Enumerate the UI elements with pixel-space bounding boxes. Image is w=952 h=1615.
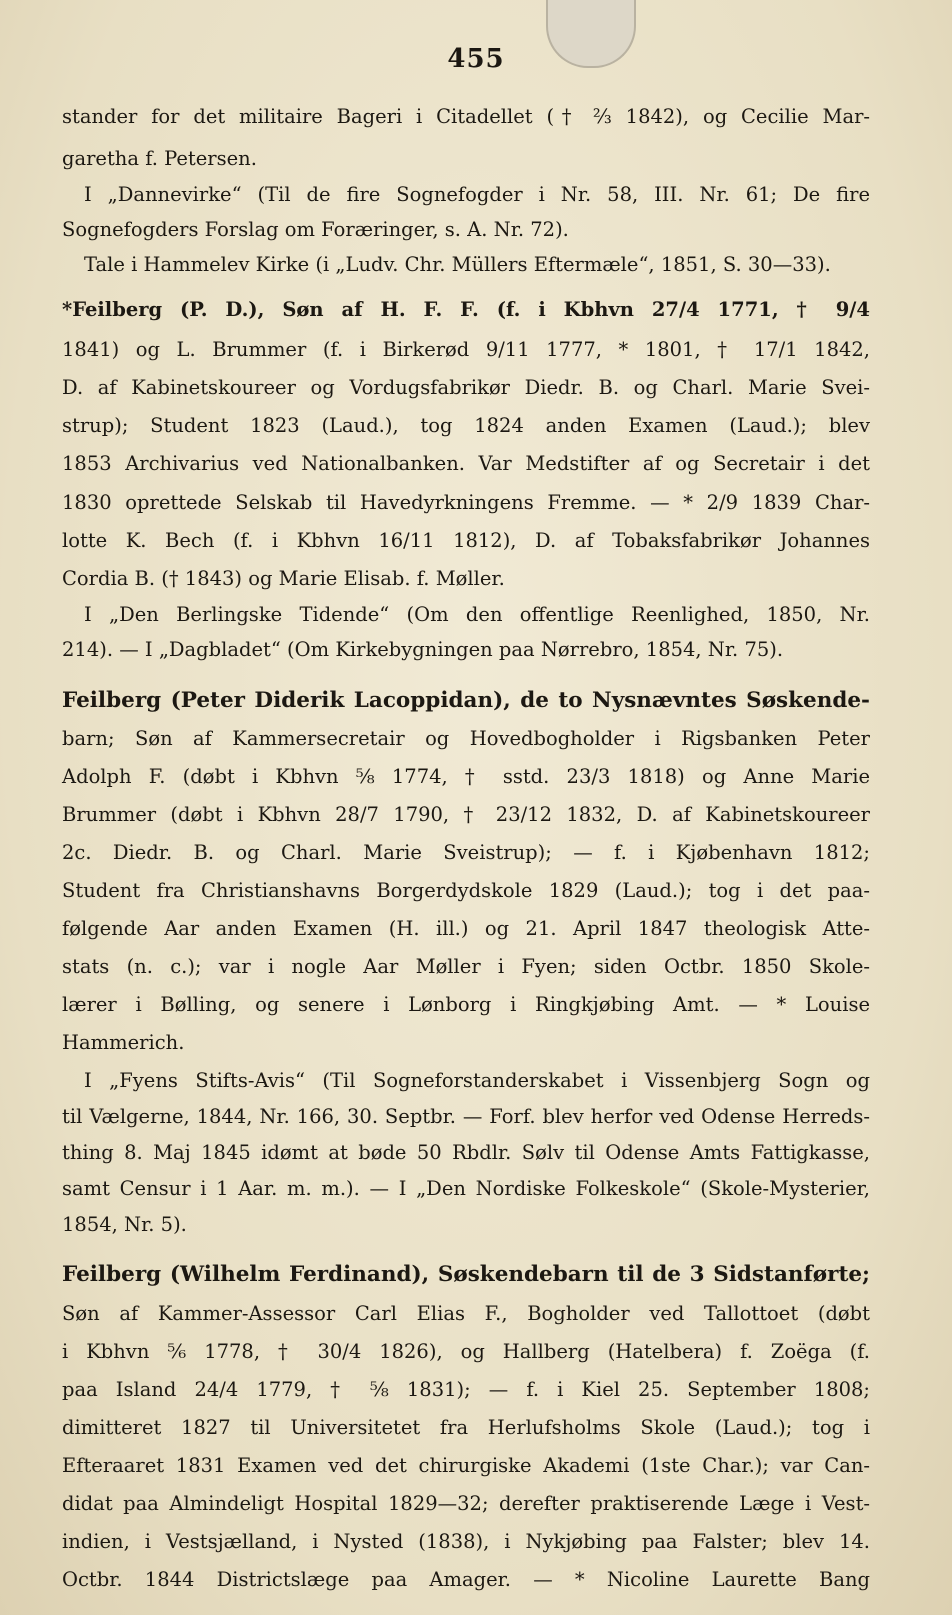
text-line: lotte K. Bech (f. i Kbhvn 16/11 1812), D. af Tobaksfabrikør Johannes — [62, 529, 870, 552]
text-line: strup); Student 1823 (Laud.), tog 1824 anden Examen (Laud.); blev — [62, 414, 870, 437]
text-line: I „Den Berlingske Tidende“ (Om den offentlige Reenlighed, 1850, Nr. — [84, 603, 870, 626]
text-line: Hammerich. — [62, 1031, 185, 1054]
page-number: 455 — [447, 44, 505, 74]
text-line: stats (n. c.); var i nogle Aar Møller i Fyen; siden Octbr. 1850 Skole- — [62, 955, 870, 978]
text-line: 1854, Nr. 5). — [62, 1213, 187, 1236]
entry-heading-line: Feilberg (Peter Diderik Lacoppidan), de to Nysnævntes Søskende- — [62, 688, 870, 713]
text-line: følgende Aar anden Examen (H. ill.) og 21. April 1847 theologisk Atte- — [62, 917, 870, 940]
text-line: paa Island 24/4 1779, † ⅝ 1831); — f. i Kiel 25. September 1808; — [62, 1378, 870, 1401]
text-line: i Kbhvn ⁵⁄₆ 1778, † 30/4 1826), og Hallberg (Hatelbera) f. Zoëga (f. — [62, 1340, 870, 1363]
text-line: Brummer (døbt i Kbhvn 28/7 1790, † 23/12 1832, D. af Kabinetskoureer — [62, 803, 870, 826]
text-line: garetha f. Petersen. — [62, 147, 257, 170]
text-line: stander for det militaire Bageri i Citadellet († ⅔ 1842), og Cecilie Mar- — [62, 105, 870, 128]
entry-heading-line: *Feilberg (P. D.), Søn af H. F. F. (f. i Kbhvn 27/4 1771, † 9/4 — [62, 298, 870, 321]
text-line: lærer i Bølling, og senere i Lønborg i Ringkjøbing Amt. — * Louise — [62, 993, 870, 1016]
text-line: 1841) og L. Brummer (f. i Birkerød 9/11 1777, * 1801, † 17/1 1842, — [62, 338, 870, 361]
text-line: indien, i Vestsjælland, i Nysted (1838), i Nykjøbing paa Falster; blev 14. — [62, 1530, 870, 1553]
text-line: thing 8. Maj 1845 idømt at bøde 50 Rbdlr. Sølv til Odense Amts Fattigkasse, — [62, 1141, 870, 1164]
text-line: 2c. Diedr. B. og Charl. Marie Sveistrup); — f. i Kjøbenhavn 1812; — [62, 841, 870, 864]
text-line: Cordia B. († 1843) og Marie Elisab. f. Møller. — [62, 567, 505, 590]
text-line: dimitteret 1827 til Universitetet fra Herlufsholms Skole (Laud.); tog i — [62, 1416, 870, 1439]
text-line: didat paa Almindeligt Hospital 1829—32; derefter praktiserende Læge i Vest- — [62, 1492, 870, 1515]
text-line: 1853 Archivarius ved Nationalbanken. Var Medstifter af og Secretair i det — [62, 452, 870, 475]
text-line: Søn af Kammer-Assessor Carl Elias F., Bogholder ved Tallottoet (døbt — [62, 1302, 870, 1325]
text-line: D. af Kabinetskoureer og Vordugsfabrikør Diedr. B. og Charl. Marie Svei- — [62, 376, 870, 399]
text-line: I „Fyens Stifts-Avis“ (Til Sogneforstanderskabet i Vissenbjerg Sogn og — [84, 1069, 870, 1092]
text-line: I „Dannevirke“ (Til de fire Sognefogder i Nr. 58, III. Nr. 61; De fire — [84, 183, 870, 206]
entry-heading-line: Feilberg (Wilhelm Ferdinand), Søskendebarn til de 3 Sidstanførte; — [62, 1262, 870, 1287]
text-line: 1830 oprettede Selskab til Havedyrkningens Fremme. — * 2/9 1839 Char- — [62, 491, 870, 514]
text-line: Student fra Christianshavns Borgerdydskole 1829 (Laud.); tog i det paa- — [62, 879, 870, 902]
text-line: barn; Søn af Kammersecretair og Hovedbogholder i Rigsbanken Peter — [62, 727, 870, 750]
text-line: 214). — I „Dagbladet“ (Om Kirkebygningen paa Nørrebro, 1854, Nr. 75). — [62, 638, 784, 661]
text-line: samt Censur i 1 Aar. m. m.). — I „Den Nordiske Folkeskole“ (Skole-Mysterier, — [62, 1177, 870, 1200]
text-line: Sognefogders Forslag om Foræringer, s. A. Nr. 72). — [62, 218, 569, 241]
text-line: Adolph F. (døbt i Kbhvn ⅝ 1774, † sstd. 23/3 1818) og Anne Marie — [62, 765, 870, 788]
text-line: Tale i Hammelev Kirke (i „Ludv. Chr. Müllers Eftermæle“, 1851, S. 30—33). — [84, 253, 831, 276]
text-line: Octbr. 1844 Districtslæge paa Amager. — * Nicoline Laurette Bang — [62, 1568, 870, 1591]
text-line: til Vælgerne, 1844, Nr. 166, 30. Septbr. — Forf. blev herfor ved Odense Herreds- — [62, 1105, 870, 1128]
text-line: Efteraaret 1831 Examen ved det chirurgiske Akademi (1ste Char.); var Can- — [62, 1454, 870, 1477]
